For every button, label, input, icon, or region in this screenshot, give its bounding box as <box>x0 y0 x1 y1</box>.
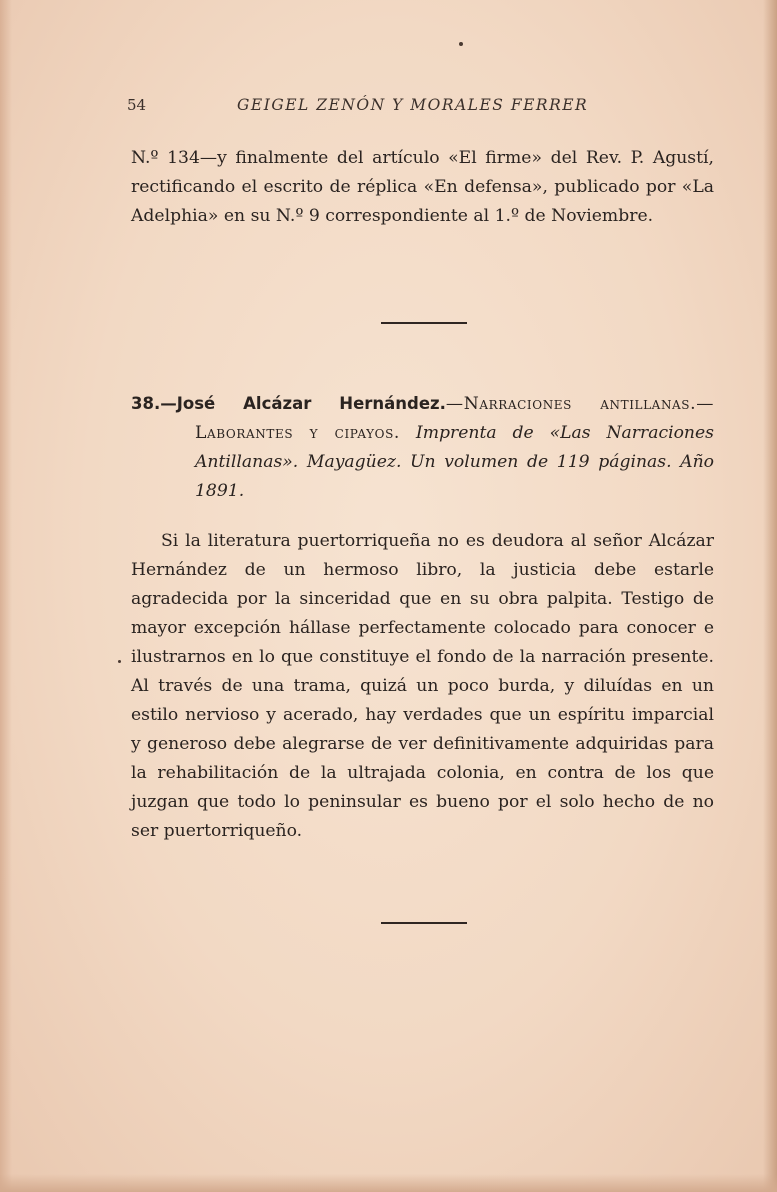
page-header <box>127 96 717 120</box>
running-head: GEIGEL ZENÓN Y MORALES FERRER <box>237 96 589 114</box>
end-divider <box>381 922 467 924</box>
body-paragraph: Si la literatura puertorriqueña no es deudora al señor Alcázar Hernández de un hermoso libro, la justicia debe estarle agradecida por la sinceridad que en su obra palpita. Testigo de mayor excepción hállase perfectamente colocado para conocer e ilustrarnos en lo que constituye el fondo de la narración presente. Al través de una trama, quizá un poco burda, y diluídas en un estilo nervioso y acerado, hay verdades que un espíritu imparcial y generoso debe alegrarse de ver definitivamente adquiridas para la rehabilitación de la ultrajada colonia, en contra de los que juzgan que todo lo peninsular es bueno por el solo hecho de no ser puertorriqueño. <box>131 531 714 841</box>
entry-author: —José Alcázar Hernández. <box>160 394 446 413</box>
page-number: 54 <box>127 96 147 114</box>
page-bottom-edge <box>0 1174 777 1192</box>
intro-paragraph: N.º 134—y finalmente del artículo «El firme» del Rev. P. Agustí, rectificando el escrito de réplica «En defensa», publicado por «La Adelphia» en su N.º 9 correspondiente al 1.º de Noviembre. <box>131 148 714 226</box>
ink-speck <box>118 660 121 663</box>
page-right-edge <box>763 0 777 1192</box>
entry-number: 38. <box>131 394 161 413</box>
entry-details: Imprenta de «Las Narraciones Antillanas». Mayagüez. Un volumen de 119 páginas. Año 1891. <box>195 423 714 501</box>
section-divider <box>381 322 467 324</box>
bibliography-entry <box>131 389 714 506</box>
entry-title: —Narraciones antillanas.—Laborantes y cipayos. <box>195 394 714 443</box>
ink-speck <box>459 42 463 46</box>
page-left-edge <box>0 0 12 1192</box>
